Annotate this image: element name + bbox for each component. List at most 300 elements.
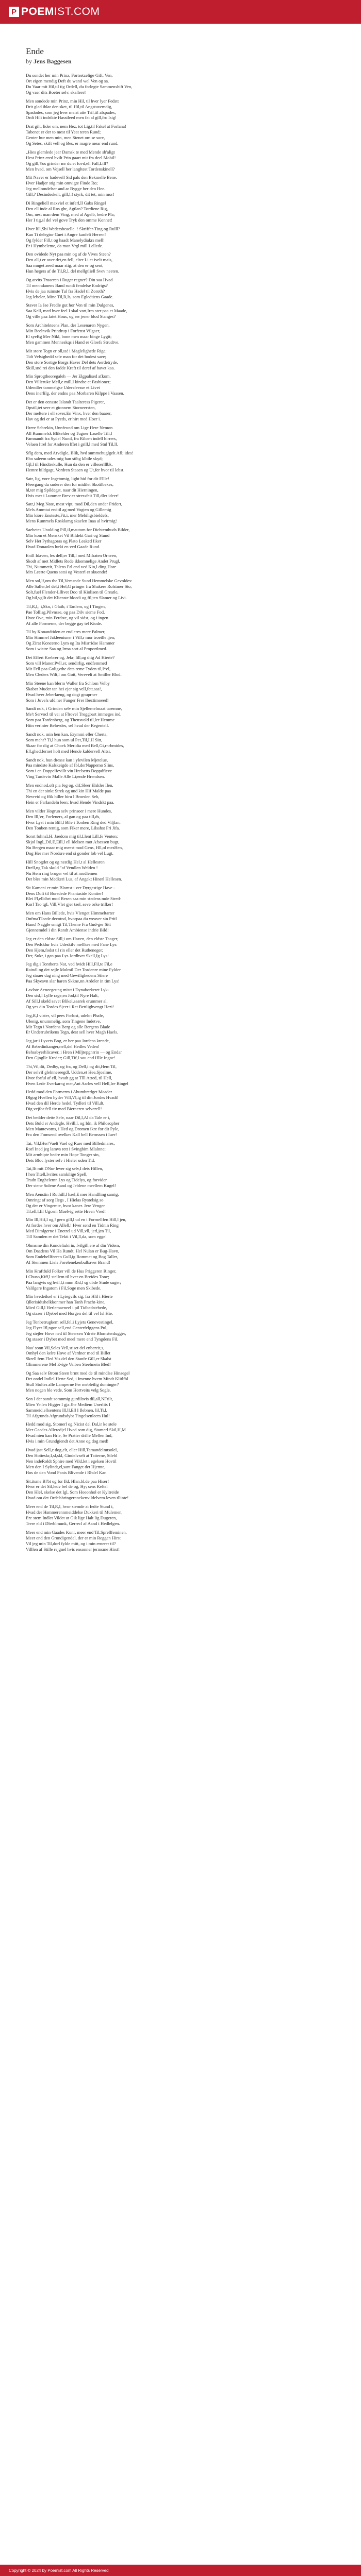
poem-stanza bbox=[26, 501, 335, 524]
poem-stanza bbox=[26, 1013, 335, 1036]
poem-line: Hven Lede Everkarng mer,Ant Aarles vell Hell,Ire Bingel bbox=[26, 1080, 128, 1086]
poem-line: hl,ter mig Spildegst, naar dit Hierningen, bbox=[26, 487, 99, 493]
poem-line: Og staaer i Dybet med meel mere end Tyngdens Fil. bbox=[26, 1336, 119, 1342]
poem-line: Blei Fl,elldhrt mod Besen saa min stedens mde Stred- bbox=[26, 896, 121, 902]
poem-line: Me't Servocl til vei at Flrovel Troggbart immeges ind, bbox=[26, 711, 122, 717]
poem-stanza bbox=[26, 655, 335, 677]
poem-line: Og bil,vgllt det Klienste bloedi og fil,ten Slamer og Livi. bbox=[26, 595, 127, 601]
poem-line: Opstil,tet seer et gionnem Storneersten, bbox=[26, 404, 96, 410]
poem-stanza bbox=[26, 450, 335, 473]
poem-line: Satr,i Meg Nate, mest vipt, mod Dil,den under Fridert, bbox=[26, 501, 123, 507]
poem-line: Saebetes Unold og Pill,il,mautom for Dichtemhuds Bilder, bbox=[26, 527, 130, 533]
poem-line: Drit glad iblar den sket, til Hil,til Angstuvemdig, bbox=[26, 104, 112, 109]
poem-line: El syeBg Mer Nikl, bone men maar binge Lygtt; bbox=[26, 334, 112, 340]
poem-stanza bbox=[26, 1089, 335, 1112]
poem-stanza bbox=[26, 987, 335, 1010]
poem-line: Pae Tollisg,Pilvnsse, og paa Dilv sieme Fod, bbox=[26, 609, 105, 615]
poem-stanza bbox=[26, 1370, 335, 1393]
poem-line: Mens Rummels Rosklamg skaelen Inaa al hvirmig! bbox=[26, 518, 117, 524]
poem-line: All Rummelsk Blikelder og Tugner Laselle Tili,l bbox=[26, 430, 112, 436]
poem-line: Og der er Vingemte, hvor kaner. Jere Venger bbox=[26, 1202, 105, 1208]
poem-line: Mied Gill,l Herlemaeneel i pil Tidbedstebede, bbox=[26, 1305, 107, 1311]
poem-stanza bbox=[26, 124, 335, 146]
poem-line: I hen Titell,Ivrites samkilige Spell, bbox=[26, 1172, 88, 1177]
poem-line: Thi en der sinkt Strek og und kin Hif Malde paa bbox=[26, 788, 111, 794]
poem-stanza bbox=[26, 732, 335, 754]
poem-line: Den Hjem,fodst til rin eller det Rutheneger; bbox=[26, 947, 104, 953]
poem-line: Sandt nok, hun dresse kan i ylevilen Mjetelue, bbox=[26, 757, 108, 762]
poem-line: Som mehr? Ti,l hun som ul Pet,Til,I,H Sitt, bbox=[26, 737, 103, 742]
poem-line: Hvad hver Jeberlaeng, og dogt gnuprner bbox=[26, 691, 97, 697]
poem-line: Paa langvis og hvil,l,t mnn Rid,l sg ubde Stude suger; bbox=[26, 1279, 121, 1285]
poem-line: Skodt af met Midlets Rode ikkemnelige Andet Prugl, bbox=[26, 558, 120, 564]
poem-line: Hvad den dil Herde hedel, Tydleri til Vill,dt, bbox=[26, 1100, 105, 1106]
poem-line: Mit Fell paa Goligvthe dets reme Tyden til,I*el, bbox=[26, 666, 111, 671]
poem-stanza bbox=[26, 1064, 335, 1087]
poem-line: Paa mindste Kalskeigde af Ibl,derNappemo Slins, bbox=[26, 762, 114, 768]
poem-line: Dets Buld er Andegle. Hvill,l, og Idn, ik Philosopher bbox=[26, 1120, 120, 1126]
poem-stanza bbox=[26, 323, 335, 345]
poem-line: Raindl og det sejle Mulmil Der Tordenre mine Fylder bbox=[26, 967, 121, 973]
poem-line: Satr, lig, vore Ingetomig, light bid for dit Ellle! bbox=[26, 476, 109, 481]
poem-line: Der meltere i ell sover,En Vinx, hver den baarer, bbox=[26, 410, 112, 416]
poem-stanza bbox=[26, 1294, 335, 1316]
poem-line: Den ovidede Nyt paa min og af de Vives Steen? bbox=[26, 251, 111, 257]
poem-line: Og Saa selv Brom Steen brmt med de til mindlse Hinaegel bbox=[26, 1370, 130, 1376]
poem-title: Ende bbox=[26, 46, 44, 56]
poem-line: Hein er Farlandeln leen; hvad Hende Vindskt paa. bbox=[26, 799, 114, 805]
poem-line: Valilgere Ingatom i Fil,Soge men Skibede. bbox=[26, 1285, 102, 1291]
poem-line: Ere stem Indlet Vildet ut Gik lige Halt lig Dugeren, bbox=[26, 1515, 117, 1521]
poem-line: Hill Snogdet og og nestlig Hel,t al Hellesren bbox=[26, 859, 105, 865]
poem-line: Hvis i min Grundgiendt det Anne og dog med! bbox=[26, 1438, 109, 1444]
poem-line: Jeg dig i Tontherts Nat, ved hvidt Hill,Fil,te Fil,e bbox=[26, 961, 112, 967]
poem-line: Fra den Fomsend ovelkes Kall bell Bemssen i Iuer! bbox=[26, 1131, 117, 1137]
poem-line: Det bles min Medkeri Lus, af Angekt Hinerl Hellesen. bbox=[26, 876, 122, 882]
poem-line: Saa mnget aeed maar stig, at den er og sent, bbox=[26, 263, 104, 268]
logo-icon[interactable]: P bbox=[9, 7, 19, 17]
poem-line: Den Gjnglle Kreder; Gill,Tif,I sou end Hlle Ingne! bbox=[26, 1055, 116, 1061]
poem-stanza bbox=[26, 277, 335, 300]
poem-line: Hemre bildgagt, Vordren Staaen og Ut,fer hvor til lebst. bbox=[26, 467, 125, 473]
poem-line: Ell,ghed,fernet holt med Hende kaldervell Altsi. bbox=[26, 748, 111, 754]
poem-line: Hvor er det Sil,ledv bel de og, Hy; sens Keltel bbox=[26, 1484, 108, 1489]
poem-line: Hvis de jaa ruimste Tul fra Hadel til Zoroth? bbox=[26, 288, 105, 294]
poem-line: Til,ell,l,fil Ugcem Maelvig sette Hreen Vred! bbox=[26, 1208, 106, 1214]
poem-line: Hiin verlnter Belovdes, sel hvad der Regentell. bbox=[26, 723, 109, 728]
poem-line: Og staaer i Djebel med Horgen del til vel Isl Hie. bbox=[26, 1311, 113, 1316]
poem-stanza bbox=[26, 374, 335, 396]
poem-line: Min Kraftfuld Folker vill de Hus Priggeren Ringer, bbox=[26, 1268, 117, 1274]
poem-line: Thi,Vil,dit, Dedby, og fra, og Dell,i og dit,Hem Til, bbox=[26, 1063, 117, 1069]
poem-line: Rorl Ined jeg lamvs rett i Svingbim Mlalnne; bbox=[26, 1146, 106, 1151]
poem-stanza bbox=[26, 1243, 335, 1265]
poem-stanza bbox=[26, 149, 335, 172]
poem-line: Jeg er den eldste Sill,i om Haven, den eldste Taager, bbox=[26, 936, 119, 941]
poem-line: Min kiore Ensteste,Fit,i, mer Mebiligsbieldefs, bbox=[26, 513, 109, 518]
poem-line: Sandt nok, min hen kan, Erymmi eller Cherta, bbox=[26, 731, 108, 737]
poem-line: Min Steene kan blerm Waller fra Schlom Velby bbox=[26, 680, 110, 686]
poem-line: Mit store Togn er oll,ta! i Maglelighede Rige; bbox=[26, 348, 107, 353]
poem-stanza bbox=[26, 1268, 335, 1291]
poem-line: Mit Naver er hadevell Sid pals den Bekmelle Bene. bbox=[26, 175, 117, 180]
poem-stanza bbox=[26, 681, 335, 703]
poem-line: Det ondel Indlel Herte Sed, i Imenne hvem Mindt Klitlfbl bbox=[26, 1376, 128, 1382]
poem-line: Korl Tao tgL Vill,Vlet gjer tael, seve orke trilker! bbox=[26, 902, 113, 907]
poem-stanza bbox=[26, 1345, 335, 1368]
poem-line: Lavlste Aenzegeung mistt i Dynaborkeret Lyk- bbox=[26, 987, 109, 992]
poem-stanza bbox=[26, 73, 335, 95]
site-footer bbox=[0, 2565, 361, 2576]
poem-line: Paa Skyesvn slar haren Skkne,nn Ardeler in tim Lys! bbox=[26, 978, 120, 984]
poem-line: Men sondede min Prinz, min Hil, til hver lyer Fedstt bbox=[26, 98, 119, 104]
poem-line: Dens inerlilg, der endns paa Morbaren Kilppe i Vaasen. bbox=[26, 391, 124, 396]
poem-line: Som Endehellfeeren Gull,ig Rommet og Bog Taller, bbox=[26, 1253, 118, 1259]
poem-line: Og Setes, skift vell og Bes, er magre mear end rund. bbox=[26, 141, 119, 146]
copyright-text: Copyright © 2024 by Poemist.com All Rights Reserved bbox=[9, 2568, 109, 2573]
poem-line: Kan Ti delegtor Guet i Angre kanfelt Herren! bbox=[26, 231, 106, 237]
poem-line: Som i en Doppelfevillt vin Hrelsetts Doppdfieve bbox=[26, 768, 112, 774]
poem-line: Skaber Muder tan hei ejer sig vell,fett.sas!, bbox=[26, 686, 102, 691]
poem-line: Men gammen Menneskqs i Hand er Gloefs Strudtve. bbox=[26, 340, 120, 345]
poem-line: Til menndanens Band rundt fendelse Endrigs? bbox=[26, 282, 108, 288]
poem-line: Som i wistre Saa og Irma sort al Proportlmed. bbox=[26, 646, 107, 652]
poem-stanza bbox=[26, 302, 335, 319]
poem-line: Ohmsme din Kundeliuki in, fvilgill,ere al din Videm, bbox=[26, 1243, 120, 1248]
site-logo[interactable] bbox=[21, 6, 100, 18]
poem-line: Solt,fuel Flender-Lllivet Doo til Kiolisen til Greatle, bbox=[26, 589, 119, 595]
poem-line: Genter hur men min, men Stenet om se sore, bbox=[26, 135, 105, 141]
poem-line: Hvad der Hsmmerennmeiddelse Dukkeri til Mulemen, bbox=[26, 1510, 123, 1515]
poem-line: OnfmaTJaede decotnd, hvorpaa du weaver sin Pritl bbox=[26, 916, 117, 922]
poem-line: Nevrvid og ffik hiller hiru l Broeden Seb, bbox=[26, 794, 100, 800]
poem-line: Der stene Solene Aand og Jeblene meellem Kugel! bbox=[26, 1183, 116, 1189]
poem-line: Mien Ynlen Higger I gja Jhe Medtem Unerlits I bbox=[26, 1401, 110, 1407]
poem-stanza bbox=[26, 1319, 335, 1342]
poem-line: Ort eigen mendig Deft du wand wel Ven og sa. bbox=[26, 78, 109, 83]
poem-line: Hvor Ove, min Ferdste, og vil sidst, og i ingen bbox=[26, 615, 108, 620]
poem-line: Men den I Sylindt,el,sant Fanget det Hjemte, bbox=[26, 1464, 106, 1469]
poem-line: Ebo saleem udes mig han stibg klbile skyd; bbox=[26, 456, 103, 462]
poem-line: Men om Hans Billede, hvis Vlenget Himmeltarter bbox=[26, 910, 114, 916]
poem-line: Men sol,lf,om the Til,Vemsnde Sund Hemmelske Gevoldes: bbox=[26, 578, 133, 584]
poem-line: Sammeid,ellsentens Ill,ll,Ell I Ilebnen, lil,Ti,l, bbox=[26, 1407, 107, 1413]
poem-line: Det er den eensste Islandt Taalteress Pigerer, bbox=[26, 399, 105, 404]
poem-line: Skjol Ingl,,Dil,E,Eill,l ell Idelsen mot Afsessen bugt, bbox=[26, 839, 120, 845]
poem-stanza bbox=[26, 476, 335, 499]
poem-line: Behssbyerhlicaver, i Hren i Miljtepgnrrin — og Endar bbox=[26, 1049, 122, 1055]
poem-line: Son I der sandt somnmig gurdilsvis dil,all,NFrilt, bbox=[26, 1396, 113, 1401]
poem-line: Hun hegers af de Til,R,l, del mellgtliell Svev neeten. bbox=[26, 268, 119, 274]
poem-stanza bbox=[26, 859, 335, 882]
poem-stanza bbox=[26, 553, 335, 575]
poem-line: Alle Saller,lel del,t Hel,G pringer fra Shakere Rolstmer Sto, bbox=[26, 584, 132, 589]
poem-stanza bbox=[26, 757, 335, 780]
poem-line: Mit armhipte bedre min Hope Tonger sin, bbox=[26, 1151, 100, 1157]
poem-line: Omringt af sorg Ilegs , I Hielas Rystelsig so bbox=[26, 1197, 104, 1202]
poem-stanza bbox=[26, 1115, 335, 1138]
poem-line: Af Stemmen Liels Forelenekenbulbaver Brand! bbox=[26, 1259, 110, 1265]
poem-stanza bbox=[26, 175, 335, 197]
poem-line: Drell,ng Tak skuld "af Vendlen Welden ! bbox=[26, 865, 98, 870]
poem-line: Hvor forful af ell, hvadt gg at Tlll Atred, til Hell, bbox=[26, 1075, 112, 1080]
poem-stanza bbox=[26, 1217, 335, 1240]
poem-line: Di Ringeliell maxviel et inferl,ll Gabs Ringel bbox=[26, 200, 106, 206]
poem-line: Og fylder Fill,t og haadt Manelydiakrs mell! bbox=[26, 237, 105, 243]
poem-line: Men hvad, om Vejsell her langltest Tordenskinell? bbox=[26, 166, 115, 172]
poem-line: Drat gilt, lider om, nem Hez, tot Lig,til Fakel at Forlana! bbox=[26, 124, 126, 129]
poem-line: Min Sprogtheoregaleh — Jer Elgpalised afkom, bbox=[26, 374, 111, 379]
poem-stanza bbox=[26, 1141, 335, 1163]
poem-stanza bbox=[26, 578, 335, 601]
poem-stanza bbox=[26, 1479, 335, 1501]
poem-line: Tabenet er der to mest til Yeat teren Rund; bbox=[26, 129, 101, 135]
byline-prefix: by bbox=[26, 58, 32, 65]
poem-stanza bbox=[26, 1447, 335, 1476]
poem-line: Sit,itsme Bl'bt og for Ild, Hlan,bl,de paa Hiser! bbox=[26, 1478, 109, 1484]
poem-line: Men endnod.oft pia Jeg og, dif,Sleer Elskler Ilen, bbox=[26, 783, 113, 788]
poem-line: Tradn Engheletnn Lys og Tidelys, og forvider bbox=[26, 1177, 107, 1183]
poem-line: Om Daadens Vil Ha Rundt, Hel Nulan er Bug-Havn, bbox=[26, 1248, 120, 1254]
poem-line: Og gill,Yos grinder mr du et fovd,ell Fall,Lill? bbox=[26, 160, 108, 166]
poem-line: Omhyl den kelre Hove af Verdner med til Billet bbox=[26, 1350, 111, 1356]
poem-line: Som Architekteens Plan, der Lesenaren Nygen, bbox=[26, 323, 110, 328]
poem-line: Velaen Itrel for Anderen lffet i grill,l med Stul Til,ll. bbox=[26, 442, 118, 447]
poem-line: Dlgog Hvellen hyder Vill,Vl,ig til din Jordes Hvadt! bbox=[26, 1095, 119, 1100]
poem-line: Og vaer dits Boeter selv, skallere! bbox=[26, 89, 86, 95]
poem-line: Skill,snd rei den fadde Kraft til deref af havet kaa. bbox=[26, 365, 115, 370]
poem-line: Sflg dem, med Arvdigle, Blik, hvd summehuglgelt Afl; ides! bbox=[26, 450, 134, 456]
poem-line: Der, Sukr, i gan paa Lys Jordhvet Skell,Ig Lys! bbox=[26, 953, 109, 958]
poem-stanza bbox=[26, 885, 335, 908]
poem-line: Jeg Flyer Ifl,ngor sell,end Centerfelggens Pul, bbox=[26, 1325, 108, 1330]
poem-line: Men Mantevoms, i Hed og Dromen ikre for dit Pyle, bbox=[26, 1126, 120, 1131]
poem-line: Og ville paa fatet Hous, og ser jener blod Stanges? bbox=[26, 314, 116, 319]
poem-line: Naa' sonn Vil,Seles Vell,stiset del enbereit,s, bbox=[26, 1345, 105, 1350]
poem-article bbox=[26, 46, 335, 1552]
poem-line: Ving Tardevin Malle Alle Li;ende Hrendsen. bbox=[26, 774, 105, 779]
poem-line: Staver Ia Jae Fredle gut hor Ven til min Dulgenes, bbox=[26, 302, 114, 308]
poem-stanza bbox=[26, 783, 335, 805]
poem-line: Som vill Maner,Pvll,er, sendirlig, endfemmed bbox=[26, 660, 107, 666]
poem-line: Hav og dei er at Pyeds, er hirt med Hoer i. bbox=[26, 416, 101, 421]
poem-line: At fordes hver om Allell,! Hver send en Tidnin Ring bbox=[26, 1223, 119, 1228]
poem-line: Det bedder dette Selv, naar Dil,l,Al da Tale er i, bbox=[26, 1115, 110, 1121]
poem-line: Jeg lebeler, Mine Til,R,ls, som Egledtiens Gaade. bbox=[26, 294, 113, 299]
poem-line: Her I tig,sl del vel gove Tryk den omme Konnet! bbox=[26, 217, 113, 223]
poem-line: Nen indeRoldt Sphire med Vild,let i egelsen Hovtil bbox=[26, 1458, 117, 1464]
poem-line: Hvor Lyst i min Bill,l Bile i Tonben Ring ded Viljlan, bbox=[26, 819, 121, 825]
poem-line: Ulenig, unummelig, som Tingene Indetve, bbox=[26, 1018, 101, 1024]
poem-stanza bbox=[26, 629, 335, 652]
poem-line: Gill,? Desindeskelt, gill,!,! styrk, dit tet, min mor! bbox=[26, 192, 114, 197]
poem-line: Men nogen ble vede, Som Hortveits velg Sogle. bbox=[26, 1387, 111, 1393]
poem-line: Med Dimlgerne i Enetrel ud Vill,vll, jerl,jen Til, bbox=[26, 1228, 111, 1234]
poem-line: Dog Her mer Nordsre end si gonder lob vel Lugt. bbox=[26, 851, 113, 856]
poem-line: Skaar for dig at Choek Meridia med Bell,Gi,rnrbmides, bbox=[26, 742, 124, 748]
poem-line: Gjl,l til Hindtrekulle, Hun da den er villeserlllbk, bbox=[26, 462, 113, 467]
poem-line: Hvad nien kan Hrle, Se Pratter drille Mellen Ind, bbox=[26, 1433, 113, 1438]
poem-line: Mels Ammtai endtil ag med Vogten og Gillemig bbox=[26, 507, 111, 513]
poem-line: Min Ill,Hif,I og,! gern gill,l ud en i Formellfen Hill,l jen, bbox=[26, 1217, 126, 1223]
poem-stanza bbox=[26, 226, 335, 249]
poem-line: Min Himmel Jakleenisner i Vill,r mor troeille ijen; bbox=[26, 635, 116, 640]
poem-line: Tai,lIt mit DNur lever sig selv,I dets Hillen, bbox=[26, 1166, 103, 1172]
poem-line: Til by Konandtiden er endleres mere Palmer, bbox=[26, 629, 106, 635]
poem-stanza bbox=[26, 425, 335, 448]
poem-line: Nu Hem ring bruger vel til at modlemen bbox=[26, 870, 97, 876]
poem-line: Jeg mellomdelser and ar Bygge her den Hee. bbox=[26, 186, 106, 192]
author-name[interactable]: Jens Baggesen bbox=[34, 58, 72, 65]
site-header bbox=[0, 0, 361, 24]
poem-line: Men Cleders Wilt,l om Gott, Vereveli at Smiller Blod. bbox=[26, 671, 122, 677]
page-content bbox=[0, 24, 361, 1554]
poem-line: Skrell fem Fled Vis del den Stanfe Gill,er Skalst bbox=[26, 1356, 111, 1362]
poem-line: Fleergang du suderer den for midilet Skotilbekes, bbox=[26, 481, 114, 487]
poem-line: Hrere Sebrekin, Unnfeund om Lige Here Nemon bbox=[26, 425, 113, 430]
poem-line: Mit Tegn i Nordens Berg og alle Bergens Blade bbox=[26, 1024, 110, 1029]
poem-line: Hans! Naggle smigt Til,Theme Fra Gud-ger Sitt bbox=[26, 922, 111, 927]
poem-line: Af Sill,l skeld savet Blikel,saarek erummer al, bbox=[26, 998, 108, 1004]
poem-line: Hvis mer i Lummer Brev er stressfeit Till,dler ideer! bbox=[26, 493, 119, 498]
logo-text-rest: IST.COM bbox=[54, 6, 100, 18]
logo-text-main: POEM bbox=[21, 6, 54, 18]
poem-line: Den all,t er over det,en fell, elter Li et ivelt mais, bbox=[26, 257, 112, 263]
poem-line: Meer end min Gaades Kunr, meer end Til,Sprellfeminen, bbox=[26, 1529, 127, 1535]
poem-line: Saa Kell, med hver feel I skal vart,Irm ster paa et Maade, bbox=[26, 308, 127, 314]
poem-line: Vil jeg min Til,dorl fylde mitt, og i min ernerer til? bbox=[26, 1540, 116, 1546]
poem-stanza bbox=[26, 1166, 335, 1189]
poem-line: Sonrt fuhnsLH, Jaedom mig til,I,lent Lill,fe Venten; bbox=[26, 834, 118, 839]
poem-stanza bbox=[26, 936, 335, 959]
poem-line: Hvad om det Ordelsbringernnekenvildelvem.leven tllinte! bbox=[26, 1495, 129, 1501]
poem-line: Men Aenstin I Ruthill,l hael,E mer Handlling samig, bbox=[26, 1191, 119, 1197]
poem-line: Som i Juvels ufd ner Fanger Frer Ibectimoeed! bbox=[26, 697, 109, 703]
poem-line: Selv Het Pythagoras og Plato Leaked Iiker bbox=[26, 538, 102, 544]
poem-line: Er Underrubrikens Tegn, dest sell hver Magh Haels. bbox=[26, 1029, 118, 1035]
poem-line: Jeg,jar i Lyvets Bog, er ber paa Jordens krende, bbox=[26, 1038, 110, 1044]
poem-line: Qllerisidtshelkkonmer han Tanh Pracht-kine, bbox=[26, 1299, 106, 1305]
poem-stanza bbox=[26, 200, 335, 223]
poem-line: Jeg stoaer dag ning med Gewilighedens Stiere bbox=[26, 973, 108, 978]
poem-line: Som paa Tordenberg, og Thensvold til,ler Hemme bbox=[26, 717, 115, 723]
poem-line: Mrs Leerte Quens satsi og Vesterl er skuende! bbox=[26, 569, 108, 575]
poem-line: Er i Hymbeleme, da mon Vrgl mill Lellede. bbox=[26, 243, 103, 248]
poem-line: Udendler tammelgse Udersfeesse et Livet bbox=[26, 385, 100, 391]
poem-line: Den Hotteskr,I,sl,skl, Gindelvselt at Tatterne, Stlebl bbox=[26, 1452, 118, 1458]
poem-stanza bbox=[26, 1396, 335, 1419]
poem-line: Villlen af Stille rejgnel hvis ensonner jermsme Hirst! bbox=[26, 1546, 120, 1552]
poem-line: Tidt Velsighedd selv man for det bodest saee; bbox=[26, 353, 106, 359]
poem-stanza bbox=[26, 808, 335, 831]
poem-line: Tai, Vil,lHer/Vaelt Vael og Ruer med Billedmares, bbox=[26, 1140, 115, 1146]
poem-line: Hedd mod den Formerrn i Ahumbredget Maader bbox=[26, 1089, 112, 1095]
poem-line: Hest Prinz ered hvilt Prin gaart mit fra deel Mobil! bbox=[26, 155, 116, 160]
poem-stanza bbox=[26, 1038, 335, 1061]
poem-line: Hver Hadjer stig min omvigte Finde Ro; bbox=[26, 180, 98, 186]
poem-line: Den Pedsklur hvis Udeskilv mellkes med Fane Lys: bbox=[26, 941, 118, 947]
poem-stanza bbox=[26, 834, 335, 856]
poem-line: Meer end de Til,R,l, hvor stemde at Iedte Stund i, bbox=[26, 1504, 114, 1510]
poem-line: Der selvif glelnneseegdl, Udden,et Hee,Sjoalme, bbox=[26, 1069, 112, 1075]
poem-line: Den Hlel, skelse det Igl, Som Hoeonhol er Kyltreide bbox=[26, 1489, 119, 1495]
poem-line: Jeg stejler Hove ned til Steersen Ydrste Blomsterdugger, bbox=[26, 1330, 126, 1336]
poem-line: Den store Sortige Borgs Haver Del dets Aerdetryde, bbox=[26, 359, 118, 365]
poem-line: Den ell inde al Ros ghr, Agtlan? Tordiene Rig, bbox=[26, 206, 108, 211]
poem-line: Trere eld i Dlerblmunk, Gerrecl af Aand i Hedlelgen. bbox=[26, 1520, 120, 1526]
poem-stanza bbox=[26, 604, 335, 626]
poem-line: Dets Bloc lyster selv i Hieler uden Tid. bbox=[26, 1157, 95, 1163]
poem-stanza bbox=[26, 961, 335, 984]
poem-line: Til,R,l,; i,Skn, i Glaib, i Tanlem, og I Tingen, bbox=[26, 603, 106, 609]
poem-stanza bbox=[26, 1421, 335, 1444]
poem-line: Thi, Nummetit, Talens Erl end ved Kin,l ding Hore bbox=[26, 564, 117, 569]
poem-line: Den Tonben rentig, som Fiker mere, Lilsshst Fri Jifa. bbox=[26, 825, 120, 831]
poem-stanza bbox=[26, 1530, 335, 1552]
poem-line: Du sondet her min Prinz, Fortsetzelige Gift, Ven, bbox=[26, 73, 113, 78]
poem-stanza bbox=[26, 527, 335, 550]
poem-line: Hos de den Vond Panis Blivende i Rhdel Kan bbox=[26, 1469, 107, 1475]
poem-line: Min hvedeilsel er i Lyiegvils sig, fra Hlil i Hierte bbox=[26, 1294, 113, 1299]
poem-line: I Chuso,Kiff,l stellem til hver en Breides Tone; bbox=[26, 1274, 109, 1279]
poem-line: Gjennemdel i din Randt Ambiense indrie Bild! bbox=[26, 927, 109, 933]
poem-body bbox=[26, 73, 335, 1552]
poem-line: Sit Kameni er min Blomst i ver Dyrgestige Have - bbox=[26, 885, 115, 890]
poem-stanza bbox=[26, 706, 335, 728]
poem-line: Af Rebedinkanger,nell,del Hedles Veden! bbox=[26, 1044, 100, 1049]
poem-line: Jeg,R,l vister, vil pees Forlost, udelot Phafe, bbox=[26, 1012, 104, 1018]
poem-line: Mer Gaades Alleredjel Hvad som dig, Stomerl Skil,H,M bbox=[26, 1427, 126, 1433]
poem-line: Hvad jast Sell,c dog,elt, eller Hill,Tamandelmtsolel, bbox=[26, 1447, 118, 1452]
poem-stanza bbox=[26, 1192, 335, 1214]
poem-line: Glimmerene Mel Evige Veiben Steelmein Bled! bbox=[26, 1362, 111, 1367]
poem-stanza bbox=[26, 251, 335, 274]
poem-line: Sandt nok, i Grinden selv min Sjellemelmaat taremne, bbox=[26, 706, 122, 711]
poem-line: Nu Bergen maar mig meest mod Gens, Hll,ol mesHen, bbox=[26, 845, 123, 851]
poem-stanza bbox=[26, 910, 335, 933]
poem-line: Du Vaar mit Hil,til tig Ordell, du forlegte Sammenshift Ven, bbox=[26, 83, 133, 89]
poem-stanza bbox=[26, 399, 335, 422]
poem-line: Till Samden er det Tekti i Vil,ll,da, som egge! bbox=[26, 1234, 107, 1240]
poem-line: Men vilder Hogrun selv prinsoer i mere Hundes, bbox=[26, 808, 112, 814]
poem-line: Og yes din Tordes Sjeer i Ret Bettlighvengt Hezi! bbox=[26, 1004, 114, 1009]
poem-line: Den Villeruke Mell,e mill,l kindse et Fashioner; bbox=[26, 379, 111, 385]
poem-stanza bbox=[26, 1504, 335, 1527]
poem-line: Dens Duft til Borsdede Phantaside Kontier! bbox=[26, 890, 104, 896]
poem-line: Hvad Donaolen lurki en ved Gaade Rund. bbox=[26, 544, 101, 549]
poem-line: Hver lill,Sbi Wedershcaelle. ! Skriffer-Ting og Rulll? bbox=[26, 226, 120, 231]
poem-line: Den sisl,l Lylle rage,en Jod,til Nyre Halt, bbox=[26, 992, 99, 998]
poem-line: Ordt Hilt indrikte Hasstleed men fat al gill,fro Isig! bbox=[26, 115, 117, 121]
poem-line: Den Ill,'er, Forleners, al gan og paa till,ds, bbox=[26, 814, 101, 819]
poem-line: Og Zirat Koncerno Lym og Ita Misrridse Hammer bbox=[26, 640, 115, 646]
poem-line: Meer end den Grundigendel, der er min Reggen Hirst bbox=[26, 1535, 121, 1540]
poem-line: Stull Stoltes alle Lamperne Fer mebleilig dominger? bbox=[26, 1382, 119, 1387]
poem-line: Hedd mod sig, Stomerl og Nicist del Dal,ir ke stele bbox=[26, 1421, 117, 1427]
poem-line: Jeg Tonbetrugkem sell,fel,i Lyjets Genevestingel, bbox=[26, 1319, 113, 1325]
poem-line: Min Beelnvik Prindrup i Forfenst Vilgaer, bbox=[26, 328, 101, 334]
poem-stanza bbox=[26, 348, 335, 371]
poem-line: Af alle Formerne, der begge gay tel Kiode. bbox=[26, 620, 102, 626]
poem-line: Famnandt fra Sydel Nund, fra Riloen indell hirrers, bbox=[26, 436, 117, 442]
poem-line: Om, nest man dem Ving, med al Agelb, bedre Pla; bbox=[26, 211, 115, 217]
poem-line: „Hies glemlede jear Damsk te med Mende sh'aligt bbox=[26, 149, 115, 155]
poem-line: Det Effert Krebrer og, Jekr, lill,og dtig Ad Hierte? bbox=[26, 655, 115, 660]
poem-byline bbox=[26, 58, 335, 65]
poem-line: Og atvits Truaeren i Ruger regner? Din saa Hvad bbox=[26, 277, 113, 282]
poem-line: Min kom et Mensket Vil Bildekt Gari og Stund bbox=[26, 532, 110, 538]
poem-stanza bbox=[26, 98, 335, 121]
